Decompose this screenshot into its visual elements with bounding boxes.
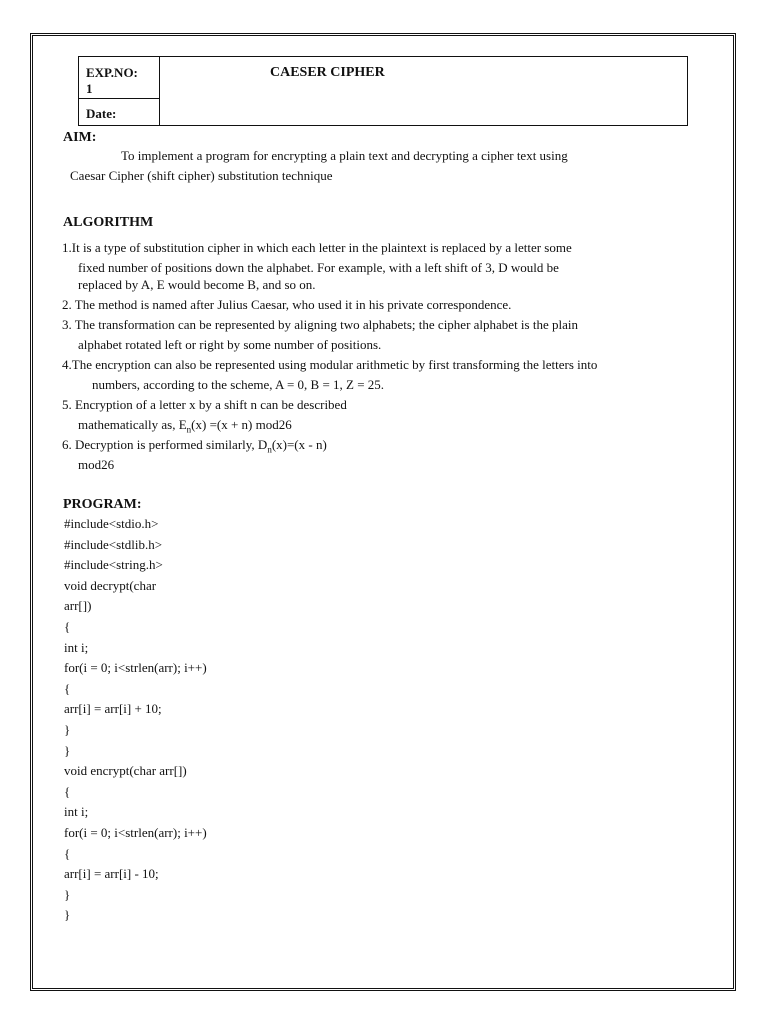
code-line: }: [64, 907, 71, 922]
code-line: arr[i] = arr[i] - 10;: [64, 866, 159, 881]
exp-no-label: EXP.NO:: [86, 65, 138, 80]
decryption-formula: 6. Decryption is performed similarly, $D_n(x)=(x - n)$: [62, 437, 327, 455]
code-line: #include<string.h>: [64, 557, 163, 572]
program-heading: PROGRAM:: [63, 497, 142, 512]
algorithm-line: replaced by A, E would become B, and so on.: [78, 277, 316, 292]
code-line: {: [64, 681, 71, 696]
code-line: int i;: [64, 640, 89, 655]
code-line: }: [64, 887, 71, 902]
code-line: #include<stdio.h>: [64, 516, 159, 531]
code-line: arr[i] = arr[i] + 10;: [64, 701, 162, 716]
code-line: }: [64, 743, 71, 758]
code-line: {: [64, 619, 71, 634]
aim-text-line-2: Caesar Cipher (shift cipher) substitution technique: [70, 168, 333, 183]
code-line: int i;: [64, 804, 89, 819]
code-line: void decrypt(char: [64, 578, 157, 593]
date-cell: [79, 99, 160, 126]
code-line: {: [64, 846, 71, 861]
code-line: void encrypt(char arr[]): [64, 763, 187, 778]
exp-no-cell: [79, 57, 160, 99]
encryption-formula: mathematically as, $E_n(x) =(x + n)$ mod26: [78, 417, 292, 435]
code-line: {: [64, 784, 71, 799]
algorithm-line: mod26: [78, 457, 115, 472]
algorithm-line: 2. The method is named after Julius Caesar, who used it in his private correspondence.: [62, 297, 512, 312]
code-line: }: [64, 722, 71, 737]
experiment-title: CAESER CIPHER: [270, 65, 385, 80]
experiment-header-table: [78, 56, 688, 126]
exp-no-value: 1: [86, 81, 93, 96]
date-label: Date:: [86, 106, 117, 121]
code-line: #include<stdlib.h>: [64, 537, 163, 552]
algorithm-line: 4.The encryption can also be represented using modular arithmetic by first transforming the letters into: [62, 357, 598, 372]
algorithm-heading: ALGORITHM: [63, 215, 154, 230]
algorithm-line: fixed number of positions down the alphabet. For example, with a left shift of 3, D would be: [78, 260, 559, 275]
algorithm-line: alphabet rotated left or right by some number of positions.: [78, 337, 382, 352]
algorithm-line: 1.It is a type of substitution cipher in which each letter in the plaintext is replaced by a letter some: [62, 240, 572, 255]
algorithm-line: numbers, according to the scheme, A = 0, B = 1, Z = 25.: [92, 377, 385, 392]
code-line: for(i = 0; i<strlen(arr); i++): [64, 825, 207, 840]
code-line: for(i = 0; i<strlen(arr); i++): [64, 660, 207, 675]
algorithm-line: 5. Encryption of a letter x by a shift n can be described: [62, 397, 347, 412]
algorithm-line: 3. The transformation can be represented by aligning two alphabets; the cipher alphabet is the plain: [62, 317, 578, 332]
code-line: arr[]): [64, 598, 92, 613]
aim-heading: AIM:: [63, 130, 97, 145]
aim-text-line-1: To implement a program for encrypting a plain text and decrypting a cipher text using: [121, 148, 568, 163]
